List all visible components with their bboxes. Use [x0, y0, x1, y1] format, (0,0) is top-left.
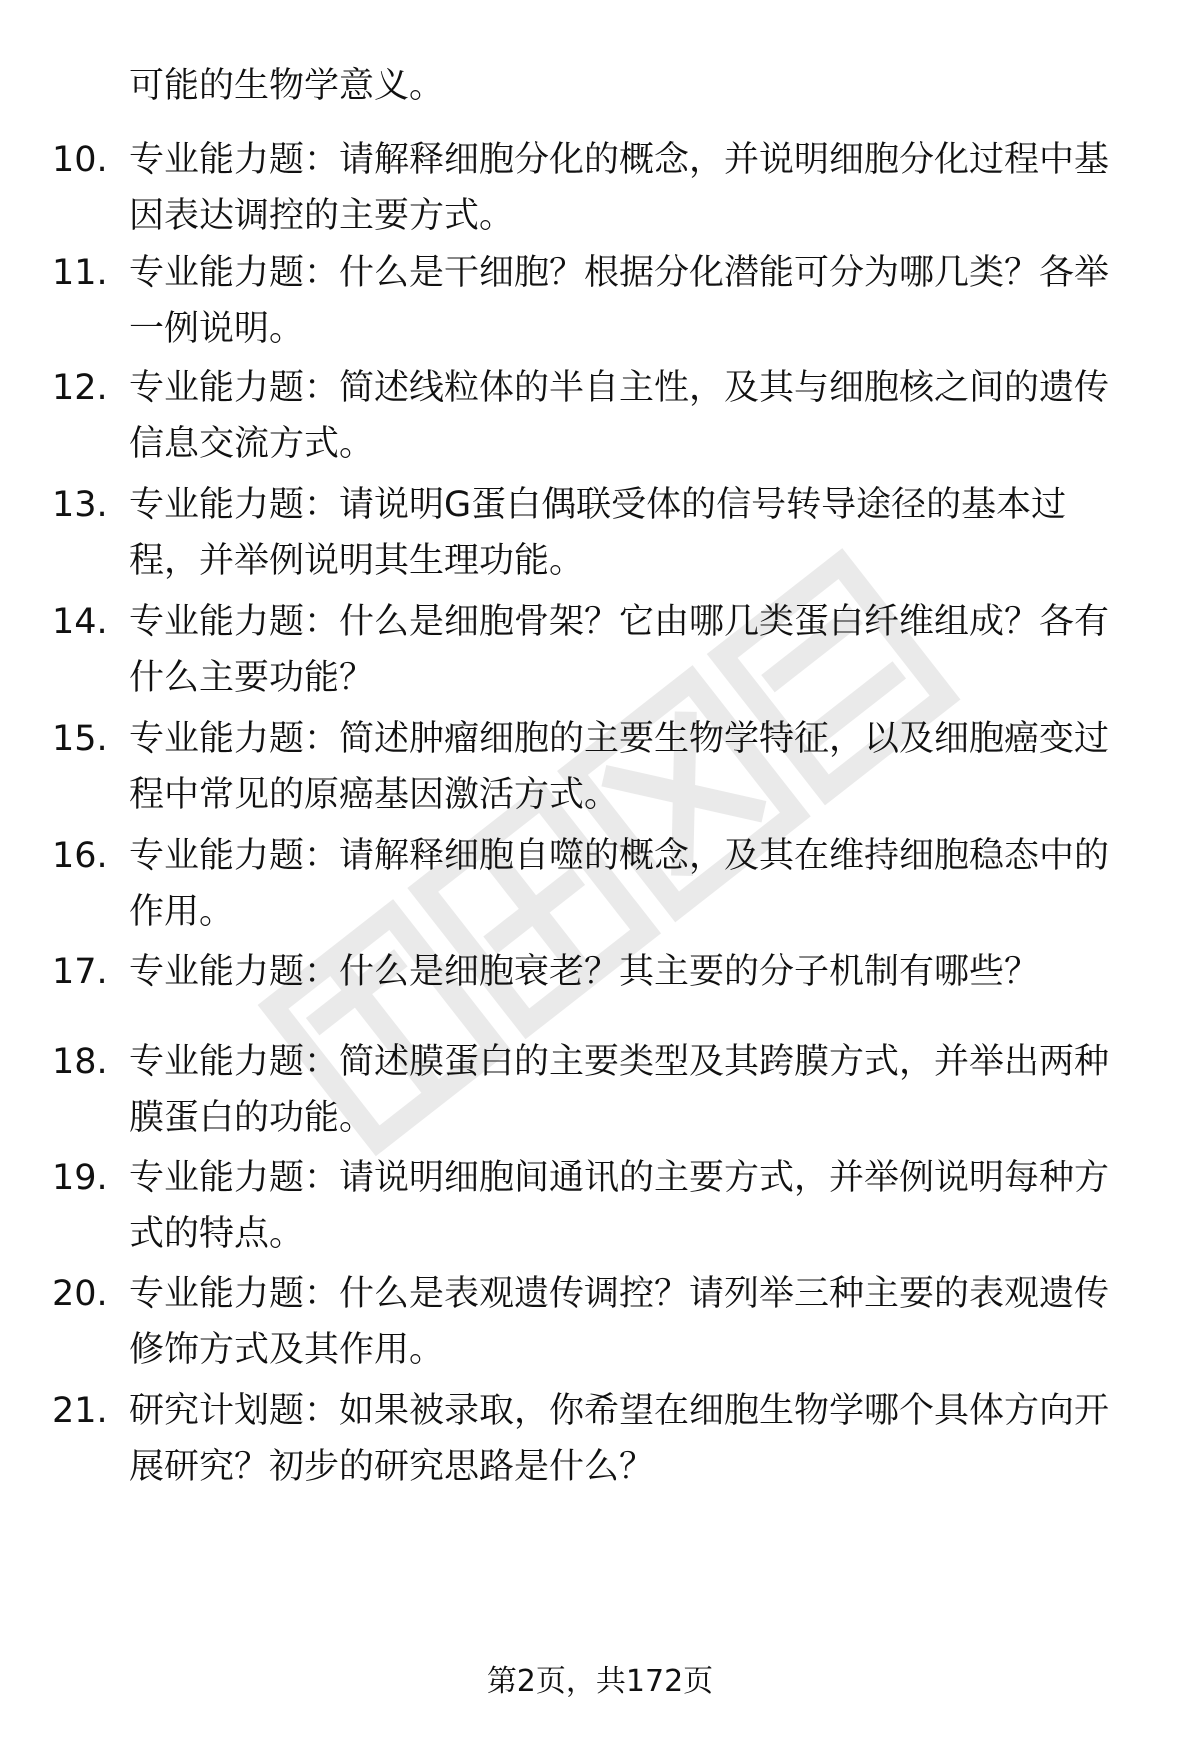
question-text	[129, 477, 1139, 589]
question-number: 13.	[52, 485, 108, 525]
question-line: 专业能力题：什么是表观遗传调控？请列举三种主要的表观遗传	[129, 1274, 1110, 1314]
question-text	[129, 1034, 1139, 1146]
question-number: 19.	[52, 1158, 108, 1198]
question-text	[129, 245, 1139, 357]
question-number: 21.	[52, 1391, 108, 1431]
question-number: 16.	[52, 836, 108, 876]
question-line: 专业能力题：什么是细胞骨架？它由哪几类蛋白纤维组成？各有	[129, 602, 1110, 642]
question-number: 12.	[52, 368, 108, 408]
question-line: 式的特点。	[129, 1214, 305, 1254]
previous-question-continuation: 可能的生物学意义。	[129, 66, 445, 106]
question-line: 专业能力题：简述线粒体的半自主性，及其与细胞核之间的遗传	[129, 368, 1110, 408]
question-line: 因表达调控的主要方式。	[129, 196, 515, 236]
question-line: 信息交流方式。	[129, 424, 375, 464]
question-number: 14.	[52, 602, 108, 642]
question-line: 专业能力题：请说明G蛋白偶联受体的信号转导途径的基本过	[129, 485, 1067, 525]
question-number: 10.	[52, 140, 108, 180]
question-item-15	[0, 711, 1200, 823]
question-text	[129, 132, 1139, 244]
question-text	[129, 1150, 1139, 1262]
question-text	[129, 711, 1139, 823]
question-line: 专业能力题：请说明细胞间通讯的主要方式，并举例说明每种方	[129, 1158, 1110, 1198]
question-item-16	[0, 828, 1200, 940]
question-line: 专业能力题：请解释细胞自噬的概念，及其在维持细胞稳态中的	[129, 836, 1110, 876]
question-line: 专业能力题：简述膜蛋白的主要类型及其跨膜方式，并举出两种	[129, 1042, 1110, 1082]
question-item-20	[0, 1266, 1200, 1378]
question-line: 程，并举例说明其生理功能。	[129, 541, 585, 581]
question-text	[129, 1383, 1139, 1495]
question-item-19	[0, 1150, 1200, 1262]
question-number: 17.	[52, 952, 108, 992]
question-item-18	[0, 1034, 1200, 1146]
question-line: 程中常见的原癌基因激活方式。	[129, 775, 620, 815]
question-line: 研究计划题：如果被录取，你希望在细胞生物学哪个具体方向开	[129, 1391, 1110, 1431]
question-text	[129, 1266, 1139, 1378]
question-number: 18.	[52, 1042, 108, 1082]
question-line: 膜蛋白的功能。	[129, 1098, 375, 1138]
question-line: 一例说明。	[129, 309, 305, 349]
question-line: 什么主要功能？	[129, 658, 375, 698]
question-text	[129, 828, 1139, 940]
question-text	[129, 944, 1139, 1000]
question-line: 专业能力题：请解释细胞分化的概念，并说明细胞分化过程中基	[129, 140, 1110, 180]
question-item-13	[0, 477, 1200, 589]
question-line: 专业能力题：简述肿瘤细胞的主要生物学特征，以及细胞癌变过	[129, 719, 1110, 759]
question-number: 11.	[52, 253, 108, 293]
question-line: 展研究？初步的研究思路是什么？	[129, 1447, 655, 1487]
question-item-11	[0, 245, 1200, 357]
question-item-14	[0, 594, 1200, 706]
question-number: 20.	[52, 1274, 108, 1314]
question-item-12	[0, 360, 1200, 472]
question-line: 专业能力题：什么是细胞衰老？其主要的分子机制有哪些？	[129, 952, 1040, 992]
question-number: 15.	[52, 719, 108, 759]
question-line: 作用。	[129, 892, 235, 932]
question-line: 修饰方式及其作用。	[129, 1330, 445, 1370]
page-number-footer: 第2页，共172页	[486, 1664, 714, 1699]
question-text	[129, 360, 1139, 472]
question-item-21	[0, 1383, 1200, 1495]
question-item-10	[0, 132, 1200, 244]
question-line: 专业能力题：什么是干细胞？根据分化潜能可分为哪几类？各举	[129, 253, 1110, 293]
question-text	[129, 594, 1139, 706]
